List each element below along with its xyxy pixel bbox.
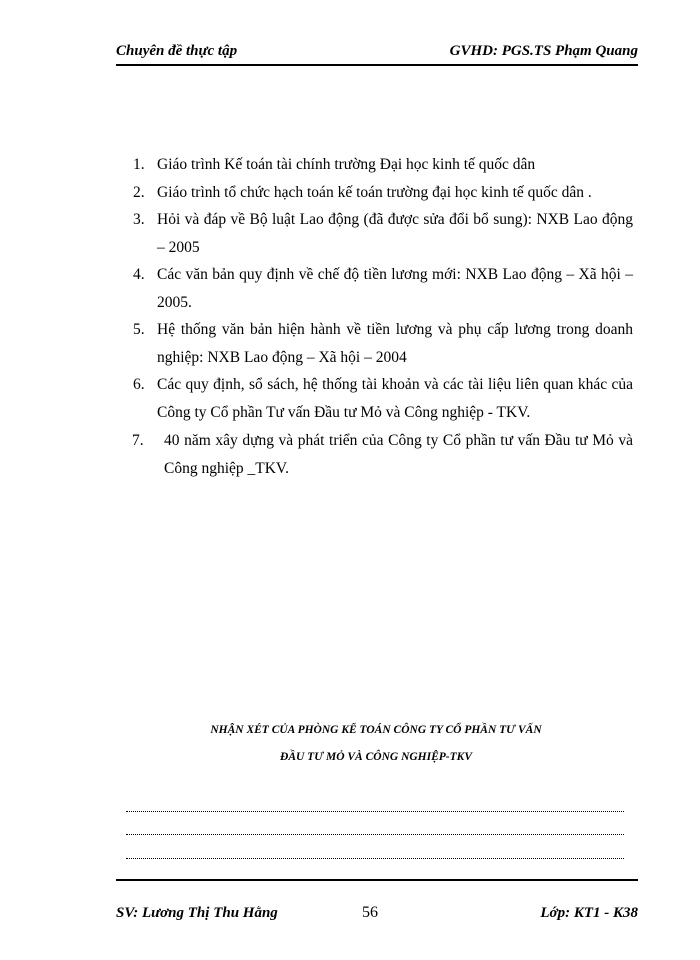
comment-section-title: NHẬN XÉT CỦA PHÒNG KẾ TOÁN CÔNG TY CỔ PHẦN TƯ VẤN — [210, 724, 542, 736]
header-supervisor: GVHD: PGS.TS Phạm Quang — [449, 43, 638, 59]
comment-dotted-line — [126, 834, 624, 835]
reference-number: 2. — [133, 183, 145, 201]
reference-text: Giáo trình Kế toán tài chính trường Đại học kinh tế quốc dân — [157, 156, 536, 173]
reference-text: Hệ thống văn bản hiện hành về tiền lương và phụ cấp lương trong doanh nghiệp: NXB Lao động – Xã hội – 2004 — [157, 321, 633, 366]
footer-student-name: SV: Lương Thị Thu Hằng — [116, 905, 278, 921]
comment-dotted-line — [126, 811, 624, 812]
header-report-title: Chuyên đề thực tập — [116, 43, 238, 59]
reference-item — [132, 427, 633, 482]
page-header — [116, 40, 638, 66]
reference-item — [133, 261, 633, 316]
reference-text: Giáo trình tổ chức hạch toán kế toán trường đại học kinh tế quốc dân . — [157, 183, 592, 201]
reference-item — [133, 316, 633, 371]
reference-item — [133, 371, 633, 426]
comment-dotted-line — [126, 858, 624, 859]
footer-class: Lớp: KT1 - K38 — [540, 905, 638, 921]
reference-number: 7. — [132, 432, 144, 449]
reference-number: 5. — [133, 321, 145, 338]
page-footer — [116, 879, 638, 923]
reference-number: 6. — [133, 376, 145, 393]
reference-text: Các quy định, sổ sách, hệ thống tài khoản và các tài liệu liên quan khác của Công ty Cổ phần Tư vấn Đầu tư Mỏ và Công nghiệp - TKV. — [157, 376, 633, 421]
footer-page-number: 56 — [362, 904, 378, 921]
reference-text: Các văn bản quy định về chế độ tiền lương mới: NXB Lao động – Xã hội – 2005. — [157, 266, 633, 311]
reference-list — [133, 151, 633, 482]
comment-section-subtitle: ĐẦU TƯ MỎ VÀ CÔNG NGHIỆP-TKV — [280, 751, 472, 763]
reference-number: 3. — [133, 211, 145, 228]
reference-item — [133, 151, 633, 179]
reference-text: 40 năm xây dựng và phát triển của Công ty Cổ phần tư vấn Đầu tư Mỏ và Công nghiệp _TKV. — [164, 432, 633, 477]
reference-item — [133, 179, 633, 207]
reference-item — [133, 206, 633, 261]
reference-text: Hỏi và đáp về Bộ luật Lao động (đã được sửa đổi bổ sung): NXB Lao động – 2005 — [157, 211, 633, 256]
reference-number: 1. — [133, 156, 145, 173]
reference-number: 4. — [133, 266, 145, 283]
